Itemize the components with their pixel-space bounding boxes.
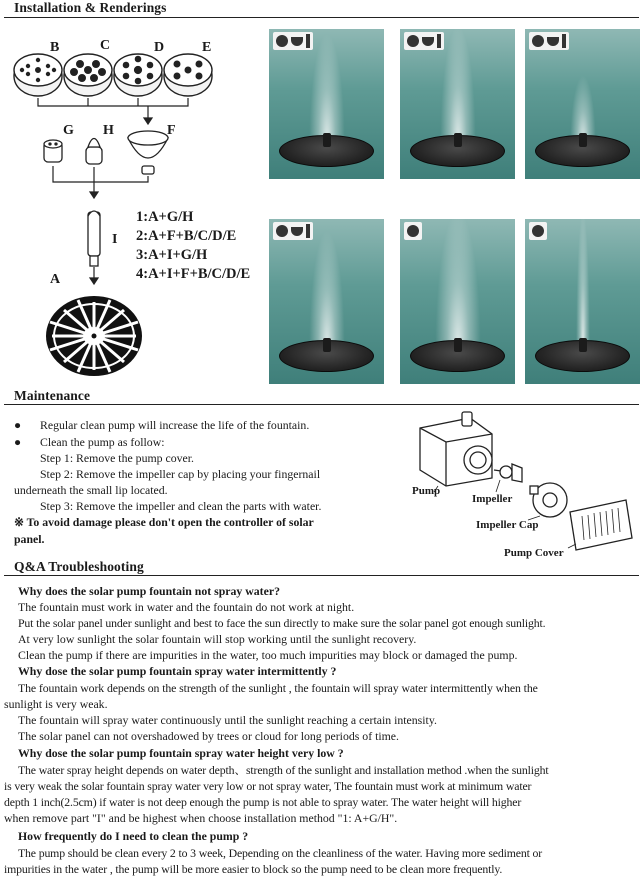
nozzle-d-icon <box>114 54 162 96</box>
qa-answer-line: The fountain must work in water and the fountain do not work at night. <box>18 600 355 614</box>
section-rule <box>4 404 639 405</box>
fountain-photo-6 <box>525 219 640 384</box>
adapter-g-icon <box>44 140 62 162</box>
qa-answer-line: At very low sunlight the solar fountain will stop working until the sunlight recovery. <box>18 632 417 646</box>
fountain-photo-1 <box>269 29 384 179</box>
combination-2: 2:A+F+B/C/D/E <box>136 228 237 244</box>
part-label-i: I <box>112 232 118 247</box>
pump-label: Pump <box>412 485 441 497</box>
maintenance-step-1: Step 1: Remove the pump cover. <box>40 451 194 465</box>
fountain-photo-2 <box>400 29 515 179</box>
qa-answer-line: sunlight is very weak. <box>4 697 108 711</box>
nozzle-inset-icon <box>529 32 569 50</box>
pump-icon <box>420 412 492 486</box>
solar-base-a-icon <box>46 296 142 376</box>
pump-cover-label: Pump Cover <box>504 547 564 559</box>
nozzle-inset-icon <box>273 222 313 240</box>
qa-answer-line: depth 1 inch(2.5cm) if water is not deep enough the pump is not able to spray water. The water height will higher <box>4 795 522 809</box>
nozzle-inset-icon <box>404 222 422 240</box>
impeller-cap-label: Impeller Cap <box>476 519 539 531</box>
qa-answer-line: Clean the pump if there are impurities in the water, too much impurities may block or damaged the pump. <box>18 648 518 662</box>
parts-diagram-svg <box>0 20 265 380</box>
extension-tube-i-icon <box>88 211 100 266</box>
nozzle-e-icon <box>164 54 212 96</box>
adapter-h-icon <box>86 139 102 165</box>
qa-question-2: Why dose the solar pump fountain spray water intermittently ? <box>18 664 337 678</box>
nozzle-inset-icon <box>273 32 313 50</box>
installation-diagram <box>0 20 265 380</box>
qa-answer-line: Put the solar panel under sunlight and best to face the sun directly to make sure the solar panel got enough sunlight. <box>18 616 546 630</box>
maintenance-step-2-cont: underneath the small lip located. <box>14 483 168 497</box>
part-label-h: H <box>103 123 114 138</box>
qa-answer-line: impurities in the water , the pump will be more easier to block so the pump need to be clean more frequently. <box>4 862 503 876</box>
pump-cover-icon <box>570 500 632 550</box>
part-label-d: D <box>154 40 165 55</box>
maintenance-step-3: Step 3: Remove the impeller and clean the parts with water. <box>40 499 322 513</box>
bullet-icon: ● <box>14 435 22 449</box>
combinations-list <box>136 208 250 284</box>
qa-question-1: Why does the solar pump fountain not spray water? <box>18 584 280 598</box>
maintenance-step-2: Step 2: Remove the impeller cap by placing your fingernail <box>40 467 321 481</box>
section-title-qa: Q&A Troubleshooting <box>14 559 144 574</box>
qa-answer-line: The solar panel can not overshadowed by trees or cloud for long periods of time. <box>18 729 399 743</box>
nozzle-b-icon <box>14 54 62 96</box>
qa-answer-line: The fountain will spray water continuously until the sunlight reaching a certain intensity. <box>18 713 437 727</box>
nozzle-inset-icon <box>529 222 547 240</box>
fountain-photo-3 <box>525 29 640 179</box>
section-title-installation: Installation & Renderings <box>14 0 167 15</box>
part-label-f: F <box>167 123 176 138</box>
qa-answer-line: The fountain work depends on the strength of the sunlight , the fountain will spray water intermittently when the <box>18 681 538 695</box>
qa-answer-line: The water spray height depends on water depth、strength of the sunlight and installation method .when the sunlight <box>18 763 549 777</box>
qa-answer-line: when remove part "I" and be highest when choose installation method "1: A+G/H". <box>4 811 398 825</box>
impeller-icon <box>494 464 522 482</box>
section-title-maintenance: Maintenance <box>14 388 91 403</box>
part-label-g: G <box>63 123 74 138</box>
impeller-cap-icon <box>530 483 567 517</box>
part-label-b: B <box>50 40 60 55</box>
combination-4: 4:A+I+F+B/C/D/E <box>136 266 251 282</box>
impeller-label: Impeller <box>472 493 513 505</box>
nozzle-c-icon <box>64 54 112 96</box>
qa-question-3: Why dose the solar pump fountain spray water height very low ? <box>18 746 344 760</box>
bullet-icon: ● <box>14 418 22 432</box>
fountain-photo-5 <box>400 219 515 384</box>
nozzle-inset-icon <box>404 32 444 50</box>
section-rule <box>4 17 639 18</box>
maintenance-warning-cont: panel. <box>14 532 45 546</box>
part-label-e: E <box>202 40 212 55</box>
part-label-c: C <box>100 38 111 53</box>
combination-1: 1:A+G/H <box>136 209 194 225</box>
maintenance-warning: ※ To avoid damage please don't open the controller of solar <box>14 515 314 529</box>
pump-exploded-diagram <box>400 408 640 564</box>
maintenance-bullet-1: Regular clean pump will increase the life of the fountain. <box>40 418 310 432</box>
adapter-f-icon <box>128 131 168 174</box>
qa-question-4: How frequently do I need to clean the pump ? <box>18 829 249 843</box>
fountain-photo-4 <box>269 219 384 384</box>
qa-answer-line: The pump should be clean every 2 to 3 week, Depending on the cleanliness of the water. Having more sediment or <box>18 846 543 860</box>
maintenance-bullet-2: Clean the pump as follow: <box>40 435 165 449</box>
section-rule <box>4 575 639 576</box>
qa-answer-line: is very weak the solar fountain spray water very low or not spray water, The fountain must work at minimum water <box>4 779 532 793</box>
part-label-a: A <box>50 272 61 287</box>
combination-3: 3:A+I+G/H <box>136 247 208 263</box>
